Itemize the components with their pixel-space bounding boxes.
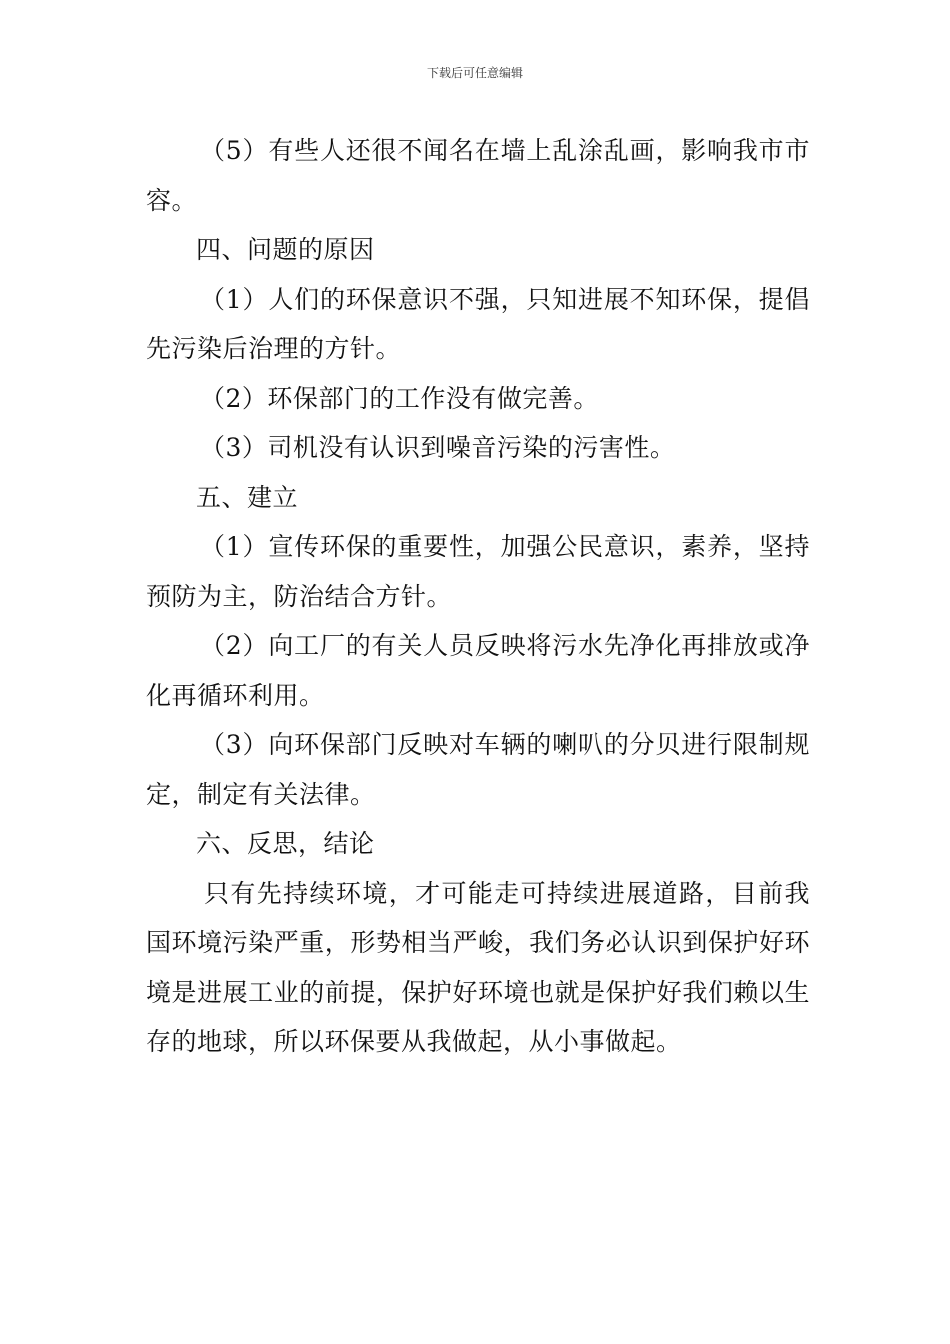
paragraph-suggestion-3: （3）向环保部门反映对车辆的喇叭的分贝进行限制规定，制定有关法律。 bbox=[146, 730, 810, 809]
paragraph-conclusion: 只有先持续环境，才可能走可持续进展道路，目前我国环境污染严重，形势相当严峻，我们务必认识到保护好环境是进展工业的前提，保护好环境也就是保护好我们赖以生存的地球，所以环保要从我做起，从小事做起。 bbox=[146, 878, 810, 1056]
section-heading-6-conclusion: 六、反思，结论 bbox=[196, 829, 375, 858]
paragraph-suggestion-1: （1）宣传环保的重要性，加强公民意识，素养，坚持预防为主，防治结合方针。 bbox=[146, 532, 810, 611]
section-heading-4-causes: 四、问题的原因 bbox=[196, 235, 375, 264]
paragraph-cause-3: （3）司机没有认识到噪音污染的污害性。 bbox=[200, 433, 676, 462]
document-body bbox=[146, 126, 810, 1067]
page-header: 下载后可任意编辑 bbox=[426, 66, 523, 80]
paragraph-cause-1: （1）人们的环保意识不强，只知进展不知环保，提倡先污染后治理的方针。 bbox=[146, 284, 810, 363]
paragraph-suggestion-2: （2）向工厂的有关人员反映将污水先净化再排放或净化再循环利用。 bbox=[146, 631, 810, 710]
paragraph-item-5-graffiti: （5）有些人还很不闻名在墙上乱涂乱画，影响我市市容。 bbox=[146, 136, 810, 215]
paragraph-cause-2: （2）环保部门的工作没有做完善。 bbox=[200, 383, 599, 413]
section-heading-5-suggestions: 五、建立 bbox=[196, 482, 299, 512]
